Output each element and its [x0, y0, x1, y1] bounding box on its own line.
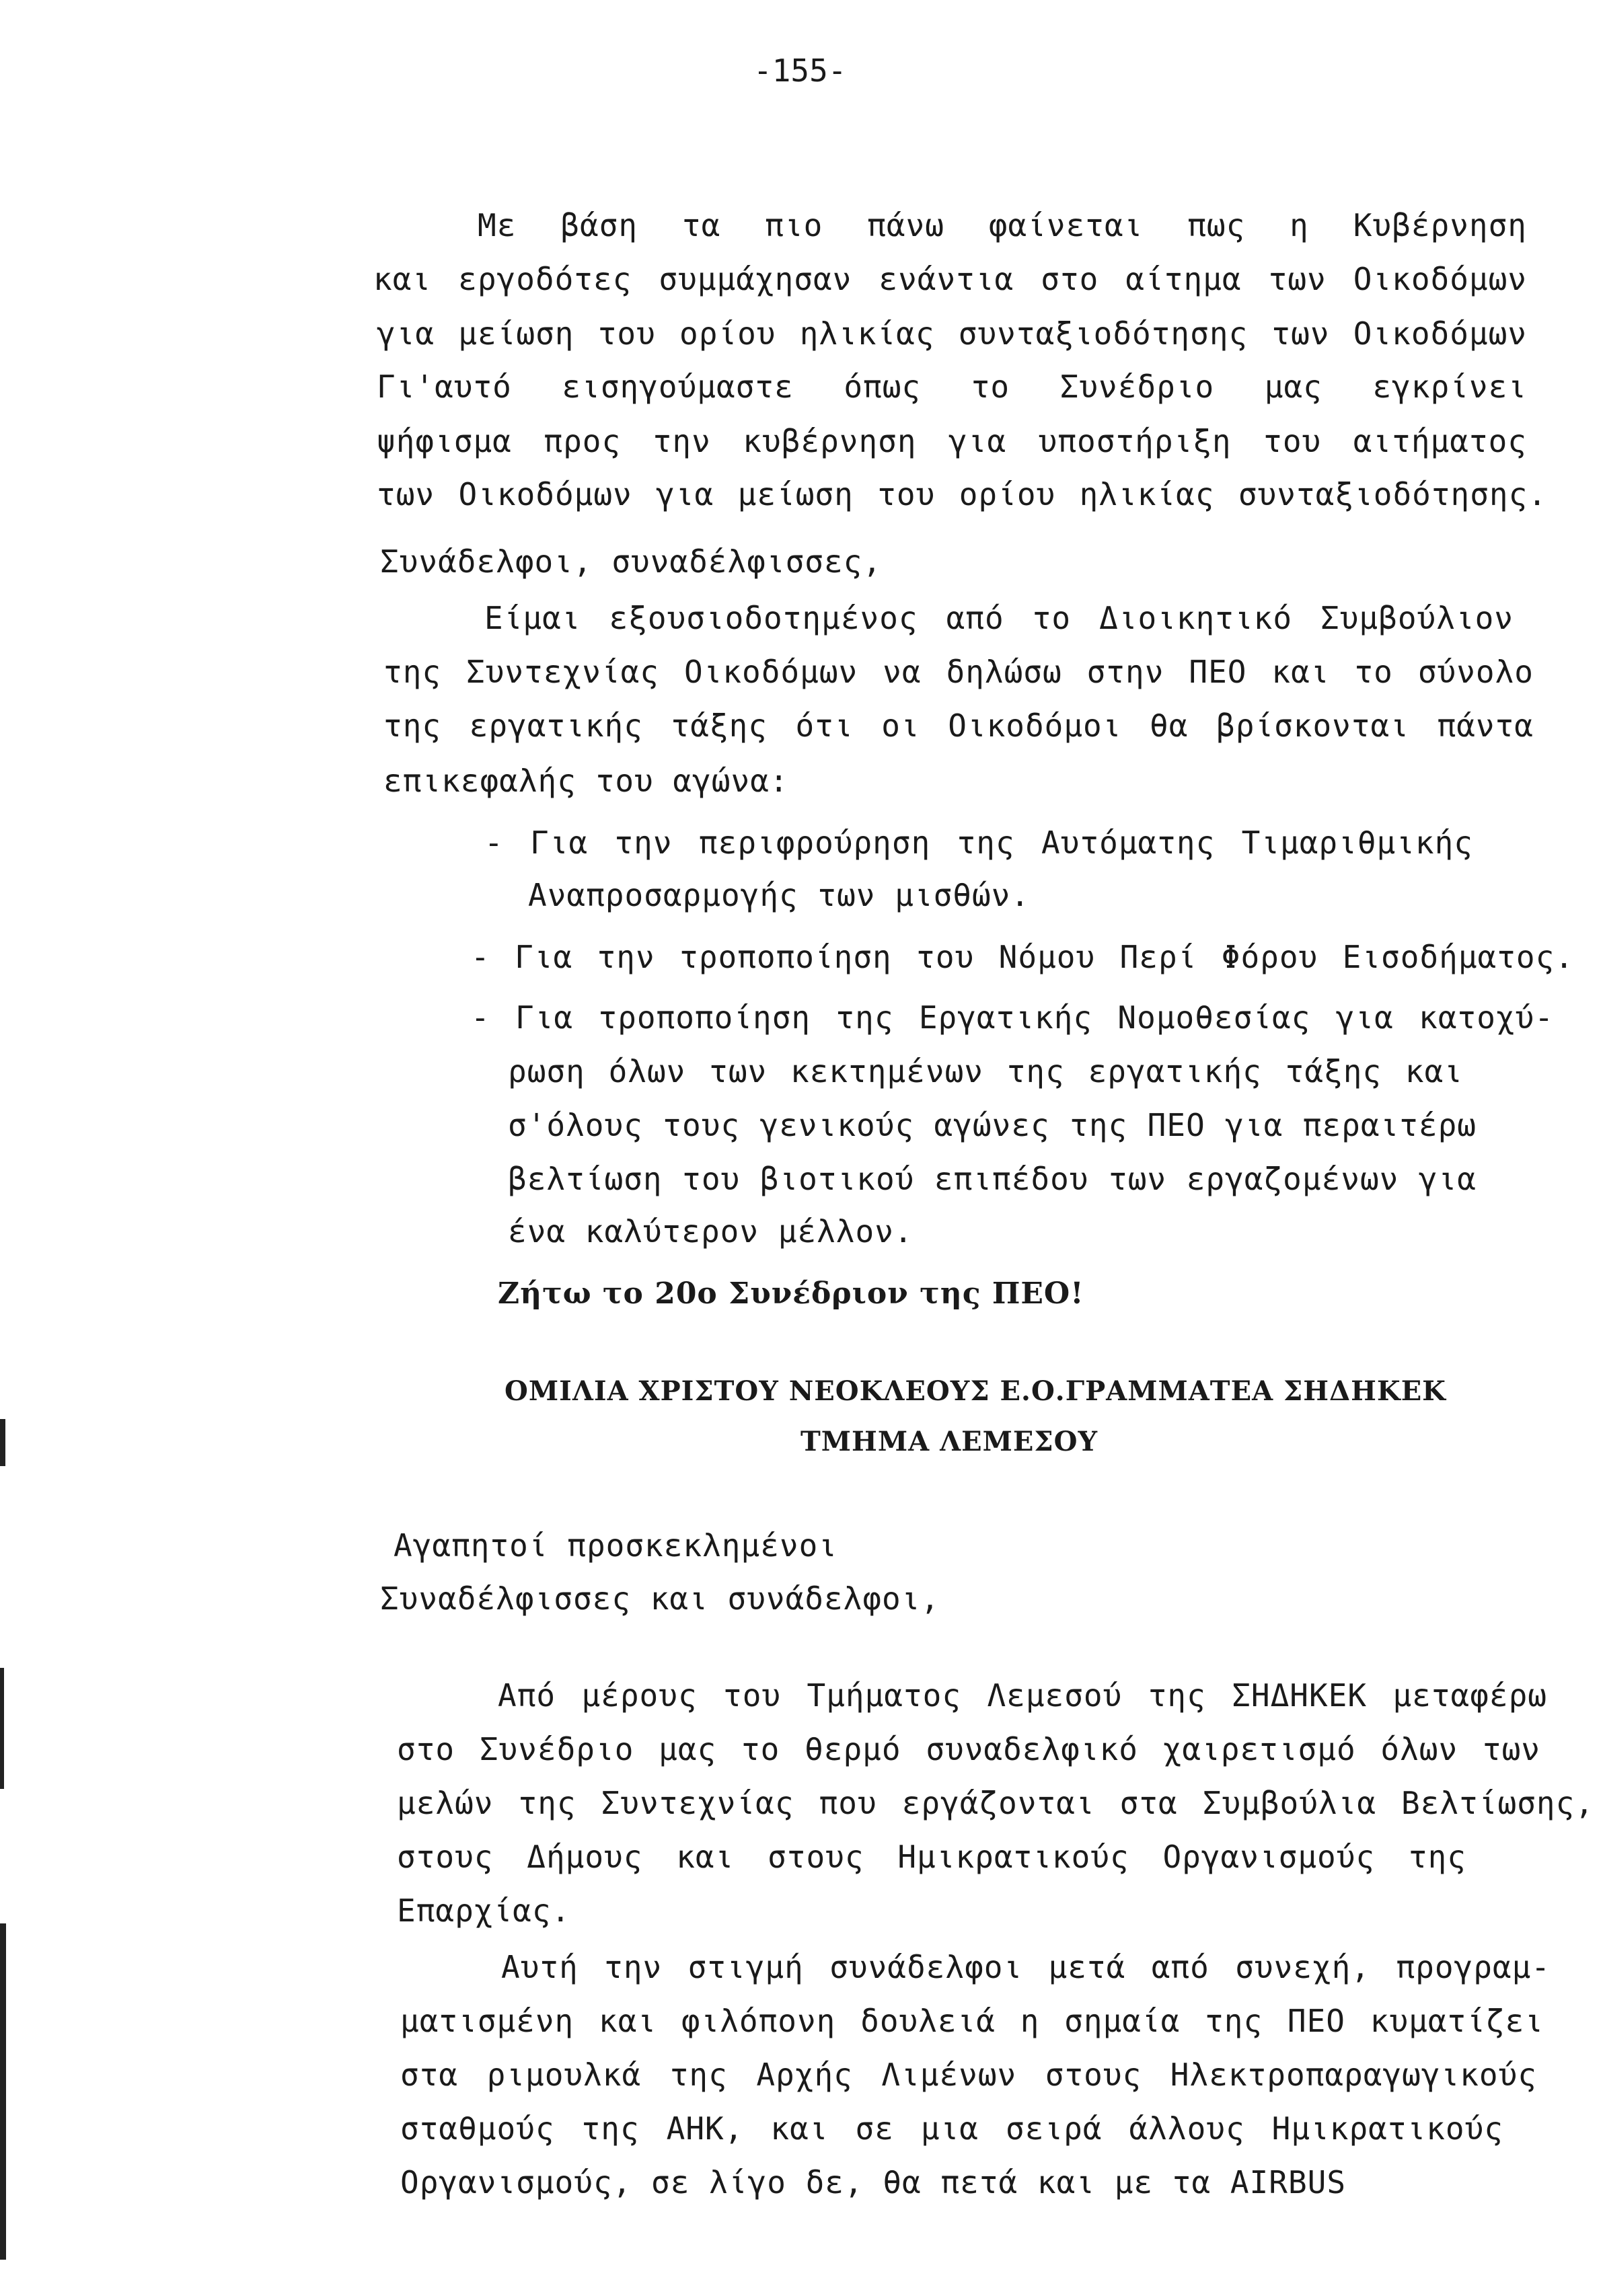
text-line: Αυτή την στιγμή συνάδελφοι μετά από συνεχή, προγραμ-	[501, 1949, 1551, 1985]
text-line: Επαρχίας.	[397, 1892, 571, 1929]
text-line: ματισμένη και φιλόπονη δουλειά η σημαία της ΠΕΟ κυματίζει	[400, 2003, 1544, 2039]
speech-subheading: ΤΜΗΜΑ ΛΕΜΕΣΟΥ	[800, 1426, 1098, 1457]
text-line: σταθμούς της ΑΗΚ, και σε μια σειρά άλλους Ημικρατικούς	[400, 2110, 1503, 2147]
text-line: της εργατικής τάξης ότι οι Οικοδόμοι θα βρίσκονται πάντα	[383, 707, 1534, 744]
text-line: των Οικοδόμων για μείωση του ορίου ηλικίας συνταξιοδότησης.	[377, 476, 1547, 512]
scan-edge-mark	[0, 1668, 4, 1789]
text-line: στους Δήμους και στους Ημικρατικούς Οργανισμούς της	[397, 1839, 1466, 1875]
text-line: για μείωση του ορίου ηλικίας συνταξιοδότησης των Οικοδόμων	[377, 315, 1527, 352]
text-line: Είμαι εξουσιοδοτημένος από το Διοικητικό Συμβούλιον	[484, 600, 1514, 636]
text-line: Οργανισμούς, σε λίγο δε, θα πετά και με τα AIRBUS	[400, 2164, 1347, 2201]
text-line: Γι'αυτό εισηγούμαστε όπως το Συνέδριο μας εγκρίνει	[377, 369, 1527, 405]
text-line: Αναπροσαρμογής των μισθών.	[528, 877, 1031, 913]
text-line: επικεφαλής του αγώνα:	[383, 763, 789, 799]
slogan: Ζήτω το 20ο Συνέδριον της ΠΕΟ!	[498, 1276, 1084, 1311]
text-line: στο Συνέδριο μας το θερμό συναδελφικό χαιρετισμό όλων των	[397, 1731, 1540, 1767]
text-line: μελών της Συντεχνίας που εργάζονται στα Συμβούλια Βελτίωσης,	[397, 1785, 1594, 1821]
text-line: σ'όλους τους γενικούς αγώνες της ΠΕΟ για περαιτέρω	[508, 1107, 1477, 1143]
salutation-guests: Αγαπητοί προσκεκλημένοι	[394, 1527, 837, 1564]
scan-edge-mark	[0, 1923, 6, 2260]
text-line: - Για την περιφρούρηση της Αυτόματης Τιμαριθμικής	[484, 825, 1473, 861]
text-line: Από μέρους του Τμήματος Λεμεσού της ΣΗΔΗΚΕΚ μεταφέρω	[498, 1677, 1547, 1714]
text-line: - Για τροποποίηση της Εργατικής Νομοθεσίας για κατοχύ-	[471, 999, 1554, 1036]
greeting-colleagues: Συνάδελφοι, συναδέλφισσες,	[380, 543, 883, 580]
text-line: ένα καλύτερον μέλλον.	[508, 1213, 914, 1250]
scan-edge-mark	[0, 1419, 5, 1466]
text-line: της Συντεχνίας Οικοδόμων να δηλώσω στην ΠΕΟ και το σύνολο	[383, 654, 1534, 690]
salutation-colleagues: Συναδέλφισσες και συνάδελφοι,	[380, 1580, 940, 1617]
page-number: -155-	[753, 52, 847, 89]
speech-heading: ΟΜΙΛΙΑ ΧΡΙΣΤΟΥ ΝΕΟΚΛΕΟΥΣ Ε.Ο.ΓΡΑΜΜΑΤΕΑ ΣΗΔΗΚΕΚ	[505, 1375, 1446, 1407]
text-line: ρωση όλων των κεκτημένων της εργατικής τάξης και	[508, 1053, 1463, 1089]
text-line: Με βάση τα πιο πάνω φαίνεται πως η Κυβέρνηση	[478, 207, 1527, 243]
text-line: και εργοδότες συμμάχησαν ενάντια στο αίτημα των Οικοδόμων	[373, 261, 1527, 297]
text-line: στα ριμουλκά της Αρχής Λιμένων στους Ηλεκτροπαραγωγικούς	[400, 2057, 1537, 2093]
text-line: ψήφισμα προς την κυβέρνηση για υποστήριξη του αιτήματος	[377, 423, 1527, 459]
text-line: - Για την τροποποίηση του Νόμου Περί Φόρου Εισοδήματος.	[471, 939, 1574, 975]
text-line: βελτίωση του βιοτικού επιπέδου των εργαζομένων για	[508, 1161, 1477, 1197]
